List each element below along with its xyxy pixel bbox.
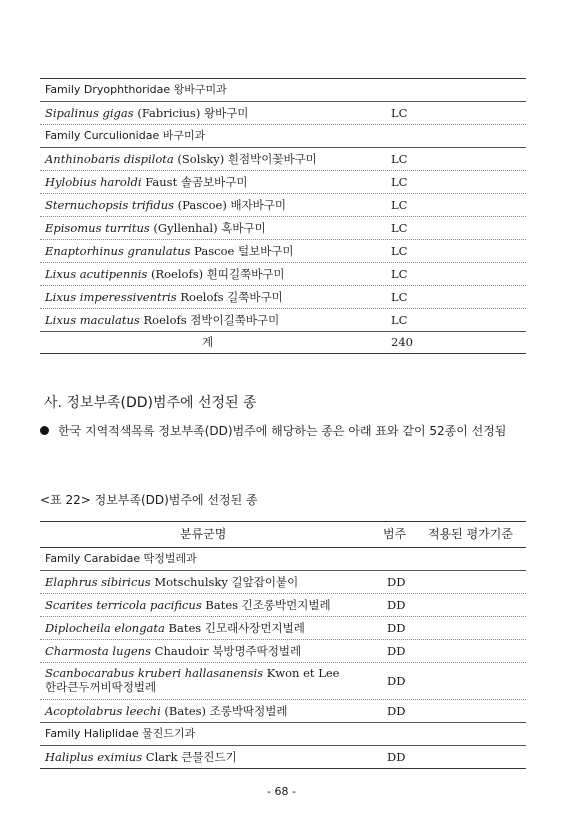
species-name: Episomus turritus (Gyllenhal) 혹바구미 bbox=[45, 221, 266, 235]
category-value: LC bbox=[391, 152, 408, 166]
category-value: LC bbox=[391, 244, 408, 258]
bullet-text: 한국 지역적색목록 정보부족(DD)범주에 해당하는 종은 아래 표와 같이 52종이 선정됨 bbox=[58, 424, 507, 438]
table-row bbox=[40, 571, 526, 594]
category-value: LC bbox=[391, 221, 408, 235]
header-classification: 분류군명 bbox=[180, 527, 227, 541]
category-value: LC bbox=[391, 198, 408, 212]
table-row bbox=[40, 286, 526, 309]
category-value: DD bbox=[387, 704, 406, 718]
family-label: Family Haliplidae 물진드기과 bbox=[45, 727, 196, 740]
table-row bbox=[40, 309, 526, 332]
table-lc-species bbox=[40, 78, 526, 354]
species-name: Scarites terricola pacificus Bates 긴조롱박먼지벌레 bbox=[45, 598, 331, 612]
header-criteria: 적용된 평가기준 bbox=[428, 527, 513, 541]
species-name: Anthinobaris dispilota (Solsky) 흰점박이꽃바구미 bbox=[45, 152, 317, 166]
species-name: Scanbocarabus kruberi hallasanensis Kwon et Lee 한라큰두꺼비딱정벌레 bbox=[45, 666, 340, 694]
species-name: Charmosta lugens Chaudoir 북방명주딱정벌레 bbox=[45, 644, 302, 658]
family-label: Family Dryophthoridae 왕바구미과 bbox=[45, 83, 227, 96]
category-value: LC bbox=[391, 313, 408, 327]
family-label: Family Carabidae 딱정벌레과 bbox=[45, 552, 197, 565]
table-row bbox=[40, 171, 526, 194]
category-value: DD bbox=[387, 674, 406, 688]
family-row bbox=[40, 548, 526, 571]
table-row bbox=[40, 640, 526, 663]
table-header bbox=[40, 522, 526, 548]
table-row bbox=[40, 194, 526, 217]
species-name: Enaptorhinus granulatus Pascoe 털보바구미 bbox=[45, 244, 294, 258]
family-row bbox=[40, 79, 526, 102]
total-row bbox=[40, 332, 526, 353]
table-row bbox=[40, 263, 526, 286]
species-name: Lixus acutipennis (Roelofs) 흰띠길쭉바구미 bbox=[45, 267, 285, 281]
species-name: Haliplus eximius Clark 큰물진드기 bbox=[45, 750, 237, 764]
table-row bbox=[40, 594, 526, 617]
table-row bbox=[40, 240, 526, 263]
table-caption: <표 22> 정보부족(DD)범주에 선정된 종 bbox=[40, 493, 258, 507]
family-label: Family Curculionidae 바구미과 bbox=[45, 129, 206, 142]
table-row bbox=[40, 700, 526, 723]
category-value: LC bbox=[391, 106, 408, 120]
table-row bbox=[40, 148, 526, 171]
category-value: LC bbox=[391, 175, 408, 189]
species-name: Lixus imperessiventris Roelofs 길쭉바구미 bbox=[45, 290, 283, 304]
category-value: DD bbox=[387, 598, 406, 612]
species-name: Sipalinus gigas (Fabricius) 왕바구미 bbox=[45, 106, 249, 120]
page-number: - 68 - bbox=[267, 785, 296, 798]
header-category: 범주 bbox=[383, 527, 407, 541]
total-label: 계 bbox=[202, 335, 214, 349]
table-row bbox=[40, 746, 526, 768]
family-row bbox=[40, 125, 526, 148]
category-value: DD bbox=[387, 644, 406, 658]
bullet-paragraph bbox=[40, 418, 528, 444]
table-row bbox=[40, 217, 526, 240]
species-name: Lixus maculatus Roelofs 점박이길쭉바구미 bbox=[45, 313, 280, 327]
category-value: DD bbox=[387, 575, 406, 589]
species-name: Hylobius haroldi Faust 솔곰보바구미 bbox=[45, 175, 248, 189]
category-value: DD bbox=[387, 750, 406, 764]
category-value: DD bbox=[387, 621, 406, 635]
category-value: LC bbox=[391, 267, 408, 281]
table-row bbox=[40, 617, 526, 640]
species-name: Diplocheila elongata Bates 긴모래사장먼지벌레 bbox=[45, 621, 305, 635]
species-name: Sternuchopsis trifidus (Pascoe) 배자바구미 bbox=[45, 198, 287, 212]
section-title: 사. 정보부족(DD)범주에 선정된 종 bbox=[44, 395, 257, 411]
category-value: LC bbox=[391, 290, 408, 304]
table-row bbox=[40, 102, 526, 125]
table-row bbox=[40, 663, 526, 700]
table-dd-species bbox=[40, 521, 526, 769]
species-name: Acoptolabrus leechi (Bates) 조롱박딱정벌레 bbox=[45, 704, 288, 718]
bullet-dot-icon bbox=[40, 426, 49, 435]
total-value: 240 bbox=[391, 335, 413, 349]
family-row bbox=[40, 723, 526, 746]
species-name: Elaphrus sibiricus Motschulsky 길앞잡이붙이 bbox=[45, 575, 299, 589]
